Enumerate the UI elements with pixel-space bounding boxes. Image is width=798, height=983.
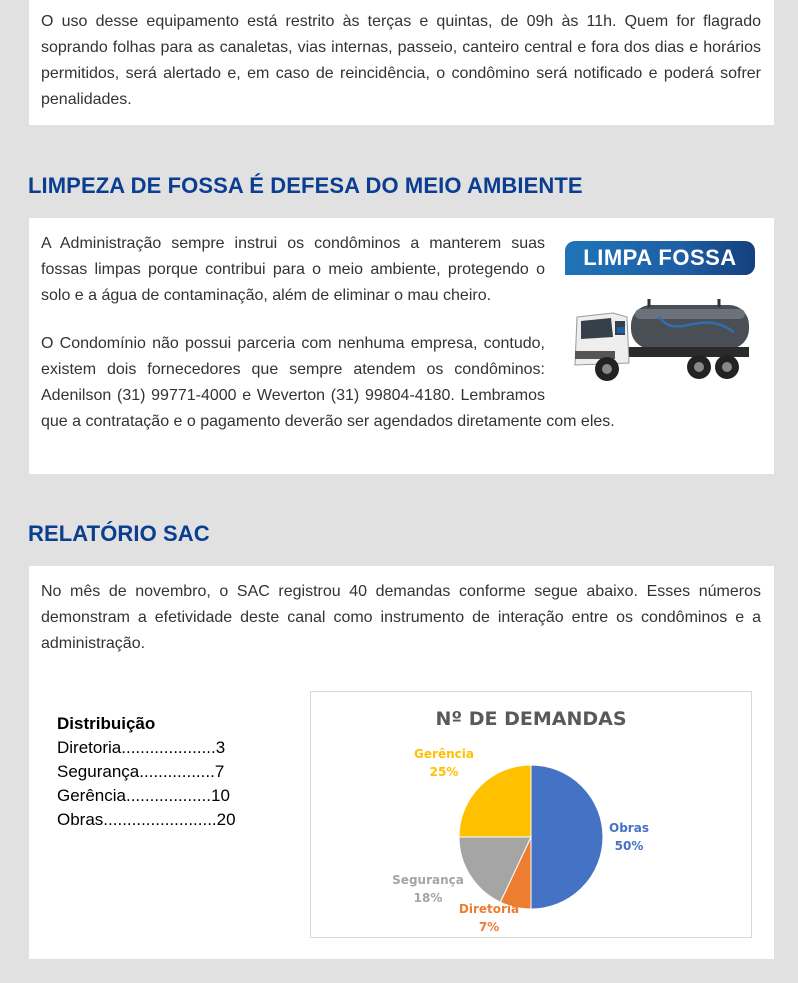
intro-card xyxy=(29,0,774,125)
fossa-paragraph-2: O Condomínio não possui parceria com nenhuma empresa, contudo, existem dois fornecedores que sempre atendem os condôminos: Adenilson (31) 99771-4000 e Weverton (31) 99804-4180. Lembramos que a contratação e o pagamento deverão ser agendados diretamente com eles. xyxy=(41,335,615,430)
distribution-item: Segurança................7 xyxy=(57,762,225,781)
chart-title: Nº DE DEMANDAS xyxy=(435,708,627,730)
intro-paragraph: O uso desse equipamento está restrito às terças e quintas, de 09h às 11h. Quem for flagrado soprando folhas para as canaletas, vias internas, passeio, canteiro central e fora dos dias e horários permitidos, será alertado e, em caso de reincidência, o condômino será notificado e poderá sofrer penalidades. xyxy=(41,13,761,108)
distribution-item: Obras........................20 xyxy=(57,810,236,829)
distribution-item: Diretoria....................3 xyxy=(57,738,226,757)
slice-label-segurança: Segurança xyxy=(392,873,464,887)
distribution-title: Distribuição xyxy=(57,714,156,733)
fossa-paragraph-1: A Administração sempre instrui os condôminos a manterem suas fossas limpas porque contribui para o meio ambiente, protegendo o solo e a água de contaminação, além de eliminar o mau cheiro. xyxy=(41,235,545,304)
distribution-list xyxy=(57,712,236,832)
slice-value-diretoria: 7% xyxy=(478,920,500,934)
pie-slice-obras xyxy=(531,765,603,909)
sac-card xyxy=(29,566,774,959)
fossa-heading: LIMPEZA DE FOSSA É DEFESA DO MEIO AMBIENTE xyxy=(28,173,583,198)
pie-slice-gerência xyxy=(459,765,531,837)
limpa-fossa-image xyxy=(563,239,763,394)
slice-value-gerência: 25% xyxy=(429,765,459,779)
slice-value-obras: 50% xyxy=(614,839,644,853)
distribution-item: Gerência..................10 xyxy=(57,786,230,805)
sac-heading: RELATÓRIO SAC xyxy=(28,521,210,546)
fossa-card xyxy=(29,218,774,474)
demandas-pie-chart xyxy=(310,691,752,938)
pie-chart-svg xyxy=(311,692,751,937)
slice-label-gerência: Gerência xyxy=(414,747,474,761)
limpa-fossa-banner: LIMPA FOSSA xyxy=(565,241,755,275)
tanker-truck-icon xyxy=(569,287,754,387)
slice-label-diretoria: Diretoria xyxy=(458,902,520,916)
slice-value-segurança: 18% xyxy=(413,891,443,905)
slice-label-obras: Obras xyxy=(609,821,649,835)
sac-paragraph: No mês de novembro, o SAC registrou 40 demandas conforme segue abaixo. Esses números demonstram a efetividade deste canal como instrumento de interação entre os condôminos e a administração. xyxy=(41,583,761,652)
